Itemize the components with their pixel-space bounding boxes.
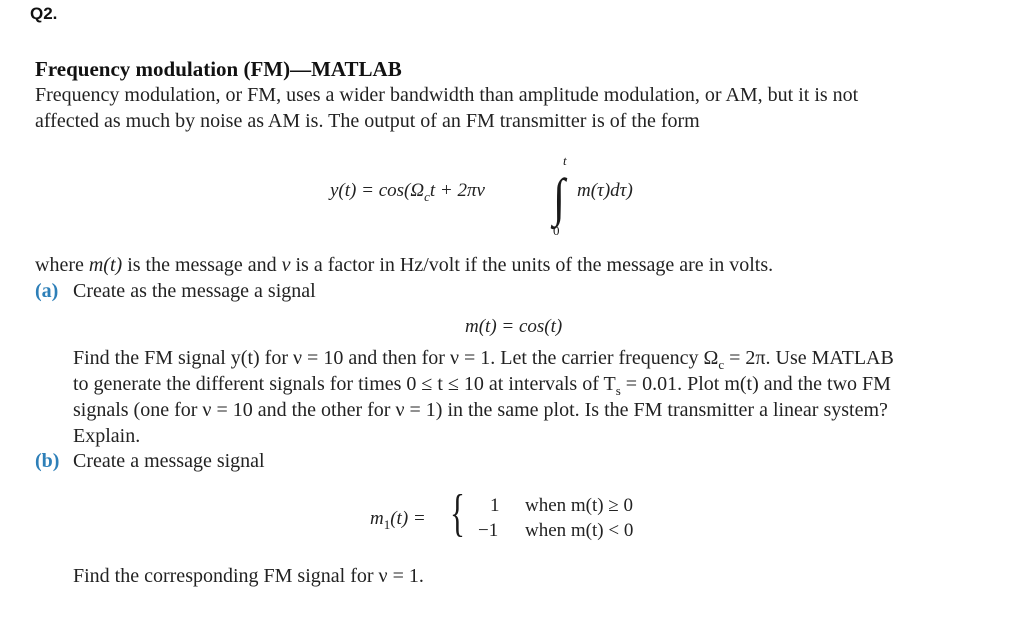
part-a-line-1-end: = 2π. Use MATLAB [724, 347, 894, 369]
integral-upper-limit: t [563, 153, 567, 168]
part-b-label: (b) [35, 450, 60, 472]
where-part3: is a factor in Hz/volt if the units of the message are in volts. [290, 254, 774, 276]
where-part2: is the message and [122, 254, 282, 276]
case-1-condition: when m(t) ≥ 0 [525, 495, 634, 516]
where-m: m(t) [88, 254, 123, 276]
part-b-lhs-m: m [370, 508, 384, 529]
part-a-line-4: Explain. [73, 425, 141, 447]
question-number: Q2. [30, 4, 58, 23]
where-nu: ν [281, 254, 291, 276]
section-heading: Frequency modulation (FM)—MATLAB [35, 57, 402, 81]
intro-line-1: Frequency modulation, or FM, uses a wider bandwidth than amplitude modulation, or AM, but it is not [35, 84, 859, 106]
where-part1: where [35, 254, 89, 276]
fm-equation-rest: t + 2πν [429, 180, 485, 201]
fm-equation-lhs: y(t) = cos(Ω [330, 180, 425, 201]
part-b-lhs [370, 508, 426, 533]
part-a-label: (a) [35, 280, 59, 302]
part-a-line-2-end: = 0.01. Plot m(t) and the two FM [620, 373, 891, 395]
part-b-final: Find the corresponding FM signal for ν = 1. [73, 565, 424, 587]
case-2-value: −1 [478, 520, 499, 541]
intro-line-2: affected as much by noise as AM is. The output of an FM transmitter is of the form [35, 110, 700, 132]
part-a-line-3: signals (one for ν = 10 and the other for ν = 1) in the same plot. Is the FM transmitter a linear system? [73, 399, 888, 421]
where-line [35, 254, 773, 277]
case-1-value: 1 [490, 495, 500, 516]
integral-lower-limit: 0 [553, 223, 560, 238]
fm-equation-sub-c: c [424, 188, 430, 204]
integral-sign: ∫ [553, 168, 566, 228]
piecewise-brace: { [450, 485, 465, 542]
part-a-line-1-sub: c [718, 357, 725, 372]
part-b-lhs-sub: 1 [383, 516, 391, 532]
part-a-line-2 [73, 373, 891, 399]
integrand: m(τ)dτ) [577, 180, 633, 201]
part-a-line-2-text: to generate the different signals for times 0 ≤ t ≤ 10 at intervals of T [73, 373, 616, 395]
part-a-line-1 [73, 347, 894, 373]
part-a-equation: m(t) = cos(t) [465, 316, 563, 337]
part-a-intro: Create as the message a signal [73, 280, 316, 302]
case-2-condition: when m(t) < 0 [525, 520, 634, 541]
part-a-line-2-sub: s [615, 383, 621, 398]
part-a-line-1-text: Find the FM signal y(t) for ν = 10 and then for ν = 1. Let the carrier frequency Ω [73, 347, 719, 369]
part-b-lhs-end: (t) = [390, 508, 426, 529]
part-b-intro: Create a message signal [73, 450, 265, 472]
fm-equation [330, 180, 485, 205]
